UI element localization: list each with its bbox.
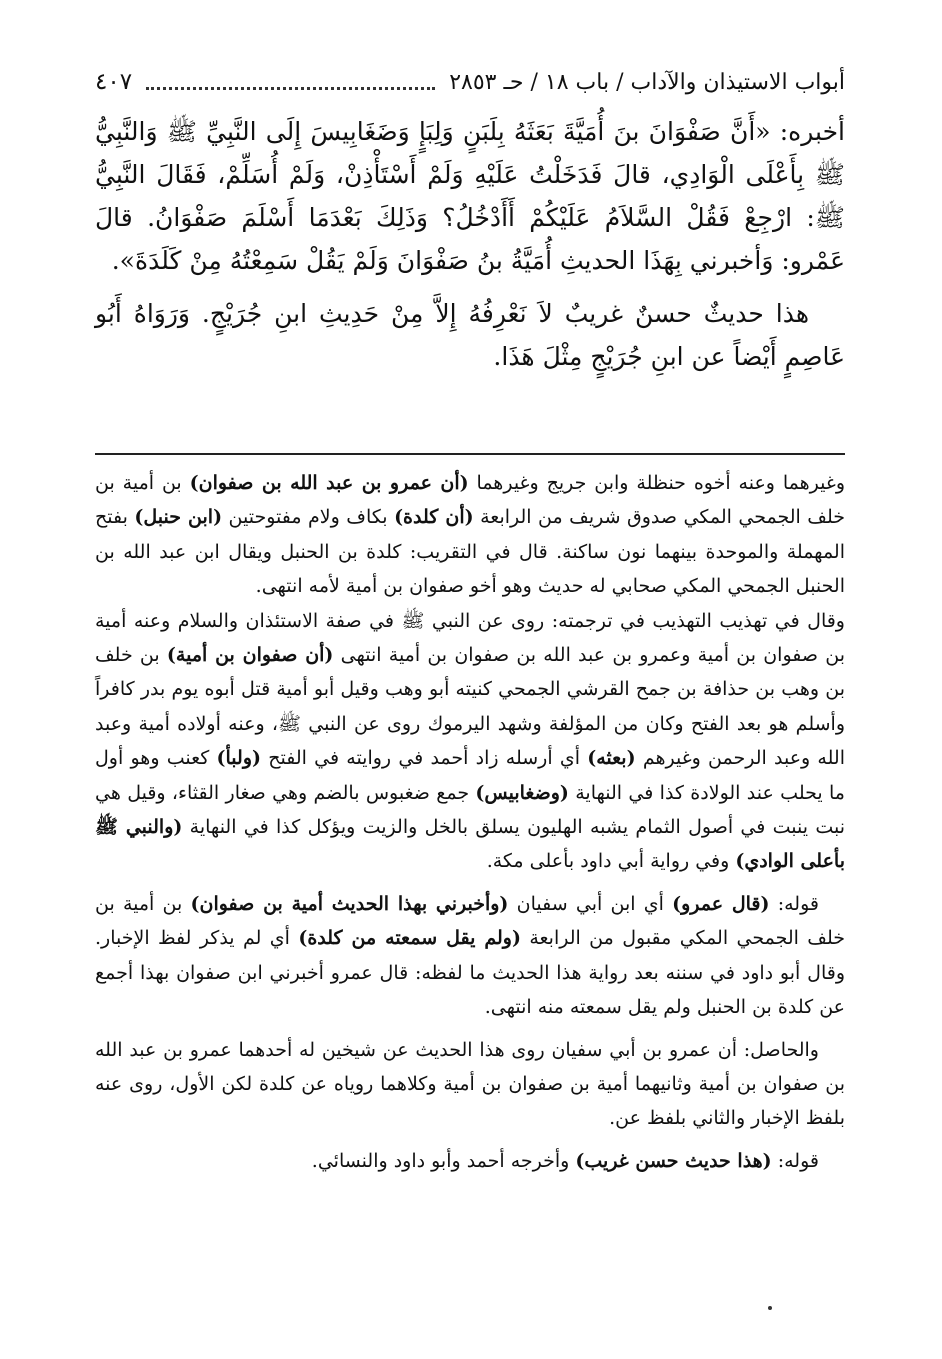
commentary-text: أي ابن أبي سفيان — [508, 892, 673, 915]
commentary-paragraph — [95, 466, 845, 604]
hadith-grading-paragraph: هذا حديثٌ حسنٌ غريبٌ لاَ نَعْرِفُهُ إِلاَّ مِنْ حَدِيثِ ابنِ جُرَيْجٍ. وَرَوَاهُ أَبُو عَاصِمٍ أَيْضاً عن ابنِ جُرَيْجٍ مِثْلَ هَذَا. — [95, 299, 845, 371]
commentary-text: وغيرهما وعنه أخوه حنظلة وابن جريج وغيرهما — [468, 472, 846, 494]
commentary-text: وأخرجه أحمد وأبو داود والنسائي. — [311, 1149, 576, 1172]
hadith-paragraph: أخبره: «أَنَّ صَفْوَانَ بنَ أُمَيَّةَ بَعَثَهُ بِلَبَنٍ وَلِبَإٍ وَضَغَابِيسَ إِلَى النَّبِيِّ ﷺ وَالنَّبِيُّ ﷺ بِأَعْلَى الْوَادِي، قالَ فَدَخَلْتُ عَلَيْهِ وَلَمْ أَسْتَأْذِنْ، وَلَمْ أُسَلِّمْ، فَقَالَ النَّبِيُّ ﷺ: ارْجِعْ فَقُلْ السَّلاَمُ عَلَيْكُمْ أَأَدْخُلُ؟ وَذَلِكَ بَعْدَمَا أَسْلَمَ صَفْوَانُ. قالَ عَمْرو: وَأخبرني بِهَذَا الحديثِ أُمَيَّةُ بنُ صَفْوَانَ وَلَمْ يَقُلْ سَمِعْتُهُ مِنْ كَلَدَةَ». — [95, 117, 845, 275]
commentary-text: قوله: — [771, 1149, 819, 1172]
commentary-paragraph — [95, 1144, 845, 1178]
commentary-text: بن خلف بن وهب بن حذافة بن جمح القرشي الجمحي كنيته أبو وهب وقيل أبو أمية قتل أبوه يوم بدر كافراً وأسلم هو بعد الفتح وكان من المؤلفة وشهد اليرموك روى عن النبي ﷺ، وعنه أولاده أمية وعبد الله وعبد الرحمن وغيرهم — [95, 644, 845, 770]
commentary-text: وفي رواية أبي داود بأعلى مكة. — [486, 850, 736, 873]
commentary-text: قوله: — [769, 892, 819, 915]
commentary-text: أي لم يذكر لفظ الإخبار. وقال أبو داود في سننه بعد رواية هذا الحديث ما لفظه: قال عمرو أخبرني ابن صفوان بهذا أجمع عن كلدة بن الحنبل ولم يقل سمعته منه انتهى. — [95, 927, 845, 1019]
page-number: ٤٠٧ — [95, 69, 133, 95]
commentary-text: كعنب وهو أول ما يحلب عند الولادة كذا في النهاية — [95, 747, 845, 804]
quoted-phrase: (ولم يقل سمعته من كلدة) — [298, 927, 521, 950]
commentary-text: بفتح المهملة والموحدة بينهما نون ساكنة. قال في التقريب: كلدة بن الحنبل ويقال ابن عبد الله بن الحنبل الجمحي المكي صحابي له حديث وهو أخو صفوان بن أمية لأمه انتهى. — [95, 506, 845, 598]
ink-dot — [768, 1306, 772, 1310]
quoted-phrase: (أن كلدة) — [394, 506, 474, 529]
quoted-phrase: (أن عمرو بن عبد الله بن صفوان) — [189, 472, 469, 494]
commentary-text: بن أمية بن خلف الجمحي المكي صدوق شريف من الرابعة — [95, 472, 845, 529]
commentary-text: جمع ضغبوس بالضم وهي صغار القثاء، وقيل هي نبت ينبت في أصول الثمام يشبه الهليون يسلق بالخل والزيت ويؤكل كذا في النهاية — [95, 781, 846, 839]
commentary-paragraph — [95, 1033, 845, 1136]
commentary-text: بن أمية بن خلف الجمحي المكي مقبول من الرابعة — [95, 892, 845, 950]
running-header — [95, 62, 845, 102]
section-divider — [95, 453, 845, 455]
commentary-text: بكاف ولام مفتوحتين — [222, 506, 395, 529]
quoted-phrase: (وضغابيس) — [475, 781, 569, 804]
commentary-text: والحاصل: أن عمرو بن أبي سفيان روى هذا الحديث عن شيخين له أحدهما عمرو بن عبد الله بن صفوان بن أمية وثانيهما أمية بن صفوان بن أمية وكلاهما روياه عن كلدة لكن الأول، روى عنه بلفظ الإخبار والثاني بلفظ عن. — [95, 1038, 845, 1130]
quoted-phrase: (وأخبرني بهذا الحديث أمية بن صفوان) — [190, 892, 509, 915]
quoted-phrase: (بعثه) — [587, 747, 636, 770]
quoted-phrase: (ولبأ) — [216, 747, 261, 770]
quoted-phrase: (والنبي ﷺ بأعلى الوادي) — [95, 816, 845, 873]
chapter-title: أبواب الاستيذان والآداب / باب ١٨ / حـ ٢٨٥٣ — [449, 69, 845, 95]
quoted-phrase: (قال عمرو) — [672, 892, 770, 915]
quoted-phrase: (ابن حنبل) — [134, 506, 223, 529]
commentary-text: أي أرسله زاد أحمد في روايته في الفتح — [261, 747, 588, 770]
quoted-phrase: (أن صفوان بن أمية) — [166, 644, 334, 667]
quoted-phrase: (هذا حديث حسن غريب) — [575, 1149, 772, 1172]
commentary-paragraph — [95, 887, 845, 1025]
header-dot-leader — [146, 87, 435, 90]
hadith-text — [95, 110, 845, 378]
commentary-text: وقال في تهذيب التهذيب في ترجمته: روى عن النبي ﷺ في صفة الاستئذان والسلام وعنه أمية بن صفوان بن أمية وعمرو بن عبد الله بن صفوان بن أمية انتهى — [95, 609, 845, 667]
commentary-paragraph — [95, 604, 845, 879]
commentary — [95, 466, 845, 1178]
